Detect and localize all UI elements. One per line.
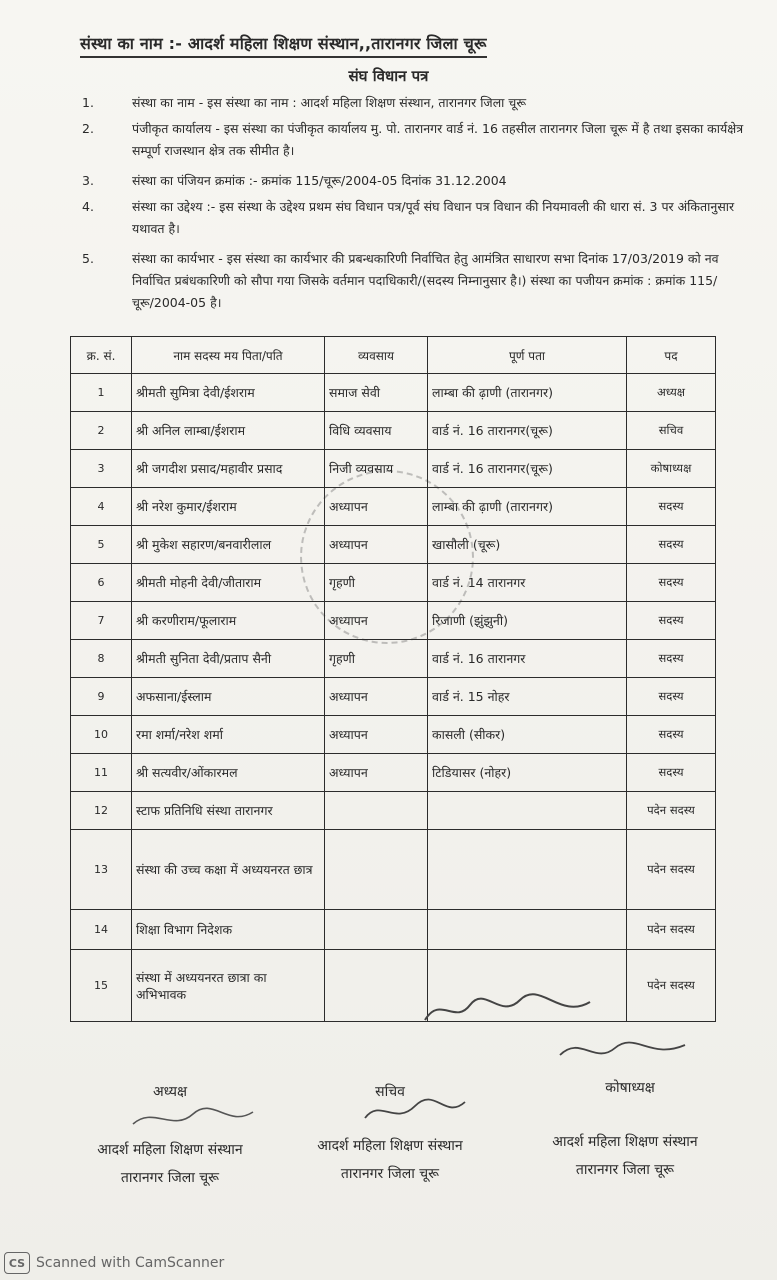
cell-sn: 1 [71,374,132,412]
cell-sn: 10 [71,716,132,754]
cell-name: श्री जगदीश प्रसाद/महावीर प्रसाद [132,450,325,488]
cell-sn: 4 [71,488,132,526]
table-row [71,950,716,1022]
cell-post: कोषाध्यक्ष [627,450,716,488]
clause-text: संस्था का पंजियन क्रमांक :- क्रमांक 115/चूरू/2004-05 दिनांक 31.12.2004 [132,173,507,188]
col-header-occupation: व्यवसाय [325,337,428,374]
cell-post: सदस्य [627,640,716,678]
cell-occupation: अध्यापन [325,754,428,792]
cell-occupation [325,792,428,830]
cell-name: श्री सत्यवीर/ओंकारमल [132,754,325,792]
cell-post: पदेन सदस्य [627,830,716,910]
camscanner-logo-icon: CS [4,1252,30,1274]
cell-address: वार्ड नं. 14 तारानगर [428,564,627,602]
cell-name: शिक्षा विभाग निदेशक [132,910,325,950]
cell-address: कासली (सीकर) [428,716,627,754]
treasurer-signature-scribble [555,1030,695,1070]
members-table [70,336,716,1022]
president-signature-scribble [128,1100,258,1136]
cell-post: सदस्य [627,602,716,640]
cell-address: वार्ड नं. 16 तारानगर(चूरू) [428,412,627,450]
cell-occupation: गृहणी [325,564,428,602]
secretary-org-label: आदर्श महिला शिक्षण संस्थान [317,1138,463,1154]
cell-address [428,910,627,950]
cell-sn: 2 [71,412,132,450]
cell-name: श्रीमती मोहनी देवी/जीताराम [132,564,325,602]
cell-name: श्री अनिल लाम्बा/ईशराम [132,412,325,450]
table-row [71,564,716,602]
cell-sn: 8 [71,640,132,678]
col-header-sn: क्र. सं. [71,337,132,374]
cell-occupation: निजी व्यवसाय [325,450,428,488]
treasurer-place-label: तारानगर जिला चूरू [575,1162,675,1178]
cell-address [428,792,627,830]
cell-sn: 3 [71,450,132,488]
camscanner-watermark [4,1252,224,1274]
col-header-name: नाम सदस्य मय पिता/पति [132,337,325,374]
table-row [71,640,716,678]
cell-post: पदेन सदस्य [627,950,716,1022]
president-org-label: आदर्श महिला शिक्षण संस्थान [97,1142,243,1158]
clause-text: संस्था का नाम - इस संस्था का नाम : आदर्श महिला शिक्षण संस्थान, तारानगर जिला चूरू [132,95,527,110]
clause-number: 1. [82,95,94,110]
table-row [71,678,716,716]
cell-occupation [325,910,428,950]
cell-address: लाम्बा की ढ़ाणी (तारानगर) [428,488,627,526]
cell-post: सदस्य [627,678,716,716]
col-header-post: पद [627,337,716,374]
cell-name: अफसाना/ईस्लाम [132,678,325,716]
cell-name: श्रीमती सुनिता देवी/प्रताप सैनी [132,640,325,678]
table-row [71,910,716,950]
cell-name: रमा शर्मा/नरेश शर्मा [132,716,325,754]
cell-address: वार्ड नं. 16 तारानगर [428,640,627,678]
cell-name: श्री मुकेश सहारण/बनवारीलाल [132,526,325,564]
secretary-role-label: सचिव [375,1084,405,1100]
cell-occupation: अध्यापन [325,488,428,526]
cell-name: संस्था की उच्च कक्षा में अध्ययनरत छात्र [132,830,325,910]
treasurer-role-label: कोषाध्यक्ष [605,1080,655,1096]
cell-sn: 6 [71,564,132,602]
table-row [71,450,716,488]
cell-post: सचिव [627,412,716,450]
table-row [71,792,716,830]
table-row [71,716,716,754]
cell-address: वार्ड नं. 15 नोहर [428,678,627,716]
document-title: संघ विधान पत्र [348,67,429,85]
clause-text: पंजीकृत कार्यालय - इस संस्था का पंजीकृत कार्यालय मु. पो. तारानगर वार्ड नं. 16 तहसील तारानगर जिला चूरू में है तथा इसका कार्यक्षेत्र सम्पूर्ण राजस्थान क्षेत्र तक सीमीत है। [132,121,744,158]
cell-sn: 7 [71,602,132,640]
treasurer-org-label: आदर्श महिला शिक्षण संस्थान [552,1134,698,1150]
cell-sn: 11 [71,754,132,792]
cell-post: सदस्य [627,488,716,526]
cell-address: खासौली (चूरू) [428,526,627,564]
cell-occupation [325,830,428,910]
table-row [71,374,716,412]
table-row [71,754,716,792]
org-name-heading: संस्था का नाम :- आदर्श महिला शिक्षण संस्थान,,तारानगर जिला चूरू [80,32,487,58]
cell-sn: 5 [71,526,132,564]
table-row [71,830,716,910]
cell-address: टिडियासर (नोहर) [428,754,627,792]
cell-post: अध्यक्ष [627,374,716,412]
cell-post: पदेन सदस्य [627,792,716,830]
cell-sn: 14 [71,910,132,950]
clause-number: 2. [82,121,94,136]
date-signature-scribble [420,990,600,1030]
cell-address: रिजाणी (झुंझुनी) [428,602,627,640]
cell-sn: 15 [71,950,132,1022]
cell-name: संस्था में अध्ययनरत छात्रा का अभिभावक [132,950,325,1022]
cell-occupation: अध्यापन [325,716,428,754]
cell-post: पदेन सदस्य [627,910,716,950]
president-role-label: अध्यक्ष [152,1084,188,1100]
clause-number: 5. [82,251,94,266]
president-place-label: तारानगर जिला चूरू [120,1170,220,1186]
cell-occupation: विधि व्यवसाय [325,412,428,450]
col-header-address: पूर्ण पता [428,337,627,374]
clause-number: 3. [82,173,94,188]
cell-occupation: समाज सेवी [325,374,428,412]
table-row [71,526,716,564]
cell-name: श्रीमती सुमित्रा देवी/ईशराम [132,374,325,412]
cell-sn: 12 [71,792,132,830]
cell-post: सदस्य [627,564,716,602]
cell-occupation: अध्यापन [325,678,428,716]
table-row [71,412,716,450]
cell-post: सदस्य [627,754,716,792]
cell-address [428,830,627,910]
clause-text: संस्था का उद्देश्य :- इस संस्था के उद्देश्य प्रथम संघ विधान पत्र/पूर्व संघ विधान पत्र विधान की नियमावली की धारा सं. 3 पर अंकितानुसार यथावत है। [132,199,735,236]
cell-name: श्री करणीराम/फूलाराम [132,602,325,640]
cell-address: वार्ड नं. 16 तारानगर(चूरू) [428,450,627,488]
camscanner-text: Scanned with CamScanner [36,1255,225,1271]
cell-sn: 13 [71,830,132,910]
cell-occupation: अध्यापन [325,526,428,564]
clause-text: संस्था का कार्यभार - इस संस्था का कार्यभार की प्रबन्धकारिणी निर्वाचित हेतु आमंत्रित साधारण सभा दिनांक 17/03/2019 को नव निर्वाचित प्रबंधकारिणी को सौपा गया जिसके वर्तमान पदाधिकारी/(सदस्य निम्नानुसार है।) संस्था का पजीयन क्रमांक : क्रमांक 115/चूरू/2004-05 है। [132,251,719,310]
cell-sn: 9 [71,678,132,716]
cell-post: सदस्य [627,526,716,564]
secretary-place-label: तारानगर जिला चूरू [340,1166,440,1182]
table-header-row [71,337,716,374]
cell-occupation: अध्यापन [325,602,428,640]
cell-name: श्री नरेश कुमार/ईशराम [132,488,325,526]
cell-post: सदस्य [627,716,716,754]
cell-address: लाम्बा की ढ़ाणी (तारानगर) [428,374,627,412]
cell-occupation [325,950,428,1022]
table-row [71,488,716,526]
cell-occupation: गृहणी [325,640,428,678]
cell-name: स्टाफ प्रतिनिधि संस्था तारानगर [132,792,325,830]
table-row [71,602,716,640]
clause-number: 4. [82,199,94,214]
